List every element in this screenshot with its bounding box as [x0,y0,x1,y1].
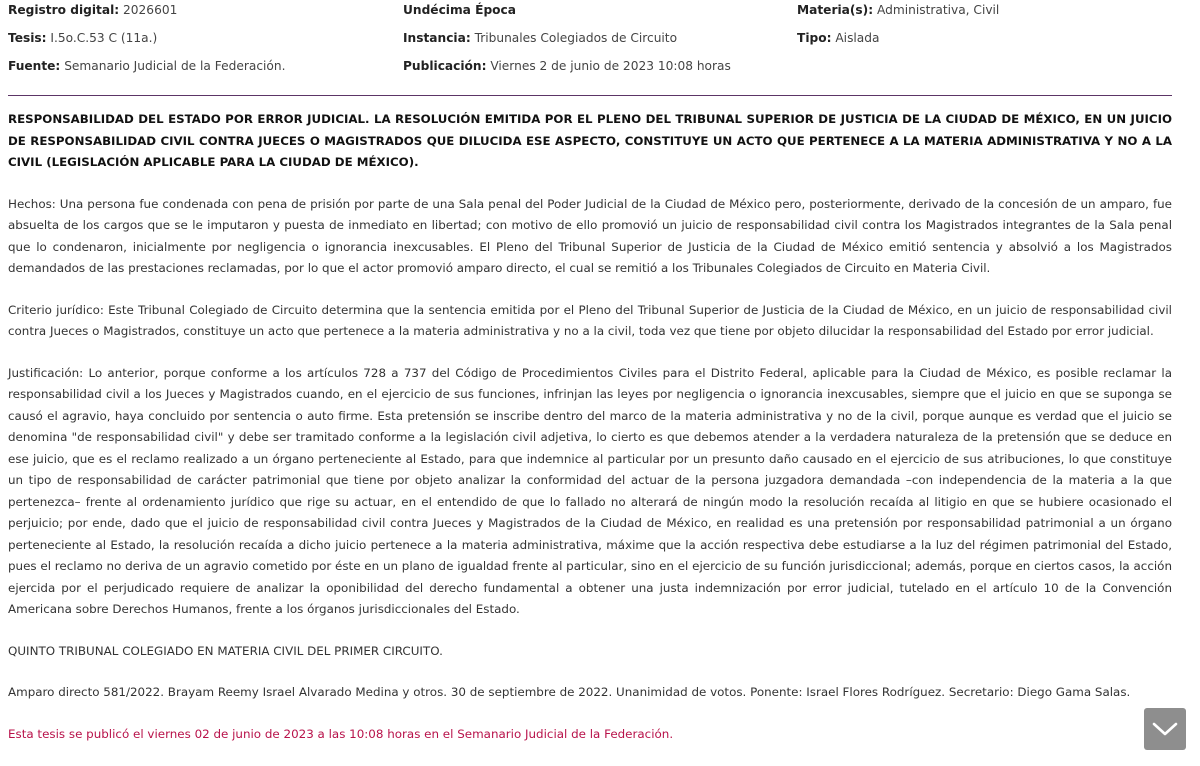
tipo [797,29,879,47]
fuente-value: Semanario Judicial de la Federación. [64,59,286,73]
justificacion-paragraph: Justificación: Lo anterior, porque conforme a los artículos 728 a 737 del Código de Procedimientos Civiles para el Distrito Federal, aplicable para la Ciudad de México, es posible reclamar la responsabilidad civil a los Jueces y Magistrados cuando, en el ejercicio de sus funciones, infrinjan las leyes por negligencia o ignorancia inexcusables, siempre que el juicio en que se suponga se causó el agravio, haya concluido por sentencia o auto firme. Esta pretensión se inscribe dentro del marco de la materia administrativa y no de la civil, porque aunque es verdad que el juicio se denomina "de responsabilidad civil" y debe ser tramitado conforme a la legislación civil adjetiva, lo cierto es que debemos atender a la verdadera naturaleza de la pretensión que se deduce en ese juicio, que es el reclamo realizado a un órgano perteneciente al Estado, para que indemnice al particular por un presunto daño causado en el ejercicio de sus atribuciones, lo que constituye un tipo de responsabilidad de carácter patrimonial que tiene por objeto analizar la conformidad del actuar de la persona juzgadora demandada –con independencia de la materia a la que pertenezca– frente al ordenamiento jurídico que rige su actuar, en el entendido de que lo fallado no alterará de ningún modo la resolución recaída al litigio en que se hubiere ocasionado el perjuicio; por ende, dado que el juicio de responsabilidad civil contra Jueces y Magistrados de la Ciudad de México, en realidad es una pretensión por responsabilidad patrimonial a un órgano perteneciente al Estado, la resolución recaída a dicho juicio pertenece a la materia administrativa, máxime que la acción respectiva debe estudiarse a la luz del régimen patrimonial del Estado, pues el reclamo no deriva de un agravio cometido por éste en un plano de igualdad frente al particular, sino en el ejercicio de su función jurisdiccional; además, porque en ciertos casos, la acción ejercida por el perjudicado requiere de analizar la oponibilidad del derecho fundamental a obtener una justa indemnización por error judicial, tutelado en el artículo 10 de la Convención Americana sobre Derechos Humanos, frente a los órganos jurisdiccionales del Estado. [8,365,1172,616]
tribunal-name: QUINTO TRIBUNAL COLEGIADO EN MATERIA CIVIL DEL PRIMER CIRCUITO. [8,643,443,658]
tesis-value: I.5o.C.53 C (11a.) [50,31,158,45]
thesis-metadata [8,0,1188,82]
criterio-paragraph: Criterio jurídico: Este Tribunal Colegiado de Circuito determina que la sentencia emitida por el Pleno del Tribunal Superior de Justicia de la Ciudad de México, en un juicio de responsabilidad civil contra Jueces o Magistrados, constituye un acto que pertenece a la materia administrativa y no a la civil, toda vez que tiene por objeto dilucidar la responsabilidad del Estado por error judicial. [8,302,1172,338]
instancia-label: Instancia: [403,31,471,45]
publicacion [403,57,731,75]
section-divider [8,95,1172,96]
chevron-down-icon [1152,722,1178,736]
fuente-label: Fuente: [8,59,61,73]
epoca [403,1,516,19]
instancia [403,29,677,47]
tesis-label: Tesis: [8,31,47,45]
tesis-number [8,29,157,47]
registro-label: Registro digital: [8,3,120,17]
tipo-label: Tipo: [797,31,832,45]
publicacion-value: Viernes 2 de junio de 2023 10:08 horas [490,59,731,73]
epoca-label: Undécima Época [403,3,517,17]
registro-value: 2026601 [123,3,178,17]
hechos-paragraph: Hechos: Una persona fue condenada con pena de prisión por parte de una Sala penal del Poder Judicial de la Ciudad de México pero, posteriormente, derivado de la concesión de un amparo, fue absuelta de los cargos que se le imputaron y puesta de inmediato en libertad; con motivo de ello promovió un juicio de responsabilidad civil contra los Magistrados integrantes de la Sala penal que lo condenaron, inicialmente por negligencia o ignorancia inexcusables. El Pleno del Tribunal Superior de Justicia de la Ciudad de México emitió sentencia y absolvió a los Magistrados demandados de las prestaciones reclamadas, por lo que el actor promovió amparo directo, el cual se remitió a los Tribunales Colegiados de Circuito en Materia Civil. [8,196,1172,275]
materia-value: Administrativa, Civil [877,3,1000,17]
instancia-value: Tribunales Colegiados de Circuito [474,31,678,45]
publicacion-label: Publicación: [403,59,487,73]
fuente [8,57,285,75]
registro-digital [8,1,177,19]
publication-note: Esta tesis se publicó el viernes 02 de junio de 2023 a las 10:08 horas en el Semanario Judicial de la Federación. [8,726,674,741]
materia-label: Materia(s): [797,3,874,17]
tipo-value: Aislada [835,31,880,45]
thesis-body [8,109,1172,745]
precedente-paragraph: Amparo directo 581/2022. Brayam Reemy Israel Alvarado Medina y otros. 30 de septiembre de 2022. Unanimidad de votos. Ponente: Israel Flores Rodríguez. Secretario: Diego Gama Salas. [8,685,1131,699]
materias [797,1,999,19]
thesis-title: RESPONSABILIDAD DEL ESTADO POR ERROR JUDICIAL. LA RESOLUCIÓN EMITIDA POR EL PLENO DEL TRIBUNAL SUPERIOR DE JUSTICIA DE LA CIUDAD DE MÉXICO, EN UN JUICIO DE RESPONSABILIDAD CIVIL CONTRA JUECES O MAGISTRADOS QUE DILUCIDA ESE ASPECTO, CONSTITUYE UN ACTO QUE PERTENECE A LA MATERIA ADMINISTRATIVA Y NO A LA CIVIL (LEGISLACIÓN APLICABLE PARA LA CIUDAD DE MÉXICO). [8,112,1172,169]
scroll-down-button[interactable] [1144,708,1186,750]
